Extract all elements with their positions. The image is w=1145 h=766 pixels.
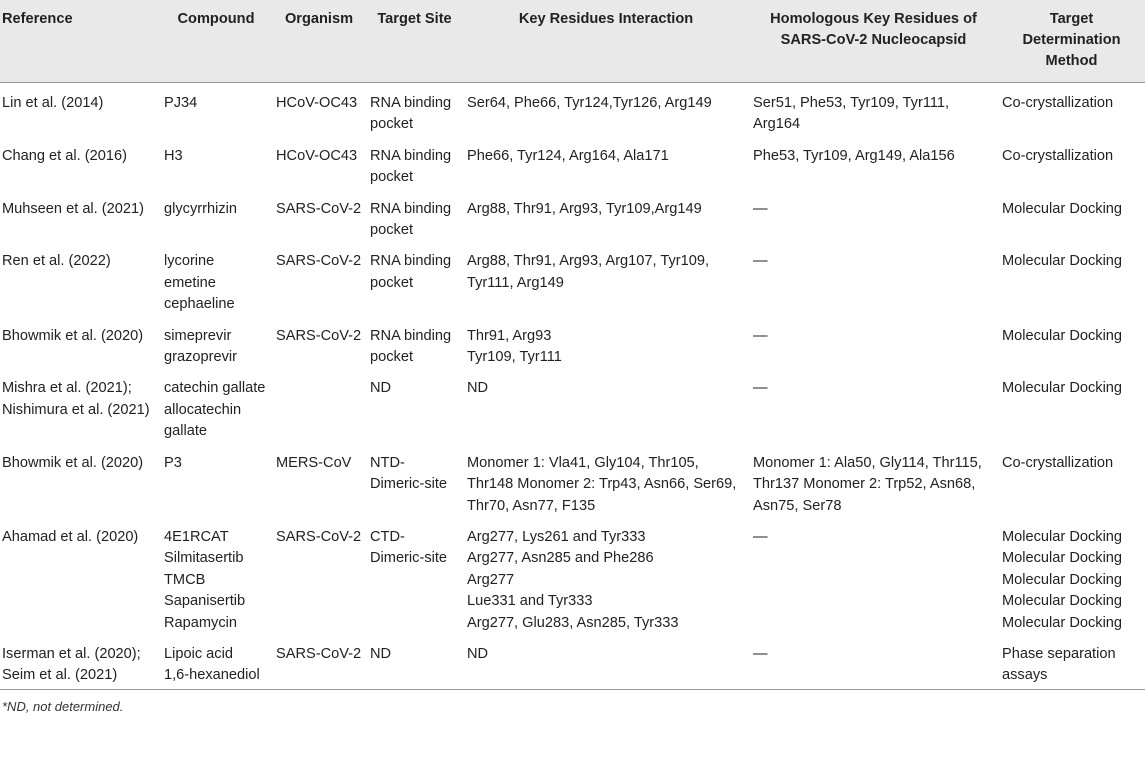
cell-line: emetine — [164, 274, 216, 291]
cell-line: SARS-CoV-2 — [276, 645, 362, 662]
cell-compound — [160, 136, 272, 189]
cell-compound — [160, 189, 272, 242]
table-row — [0, 316, 1145, 369]
cell-line: lycorine — [164, 253, 215, 270]
cell-line: Monomer 1: Ala50, Gly114, Thr115, Thr137 Monomer 2: Trp52, Asn68, Asn75, Ser78 — [753, 454, 982, 514]
cell-key-residues — [463, 634, 749, 689]
table-row — [0, 517, 1145, 634]
header-target-site: Target Site — [366, 0, 463, 83]
cell-key-residues — [463, 443, 749, 517]
cell-target-site — [366, 517, 463, 634]
cell-line: ND — [467, 645, 489, 662]
cell-line: Sapanisertib — [164, 593, 246, 610]
cell-reference — [0, 368, 160, 442]
cell-reference — [0, 136, 160, 189]
cell-line: Lipoic acid — [164, 645, 233, 662]
cell-line: catechin gallate — [164, 380, 266, 397]
cell-homologous-residues — [749, 368, 998, 442]
cell-reference — [0, 83, 160, 136]
cell-compound — [160, 634, 272, 689]
cell-line: Thr91, Arg93 — [467, 327, 552, 344]
cell-line: ND — [467, 380, 489, 397]
cell-line: Bhowmik et al. (2020) — [2, 454, 144, 471]
cell-line: Co-crystallization — [1002, 147, 1114, 164]
table-row — [0, 189, 1145, 242]
cell-line: Rapamycin — [164, 614, 237, 631]
cell-reference — [0, 316, 160, 369]
cell-key-residues — [463, 241, 749, 315]
cell-method — [998, 634, 1145, 689]
cell-line: — — [753, 528, 768, 545]
cell-compound — [160, 368, 272, 442]
cell-line: — — [753, 645, 768, 662]
cell-homologous-residues — [749, 241, 998, 315]
cell-reference — [0, 241, 160, 315]
cell-line: Phase separation assays — [1002, 645, 1116, 684]
cell-key-residues — [463, 517, 749, 634]
cell-key-residues — [463, 368, 749, 442]
cell-line: Arg277, Asn285 and Phe286 — [467, 550, 654, 567]
cell-target-site — [366, 368, 463, 442]
table-row — [0, 136, 1145, 189]
cell-line: SARS-CoV-2 — [276, 200, 362, 217]
cell-line: Mishra et al. (2021); Nishimura et al. (2021) — [2, 380, 150, 418]
cell-compound — [160, 241, 272, 315]
cell-reference — [0, 189, 160, 242]
cell-line: TMCB — [164, 571, 206, 588]
cell-line: H3 — [164, 147, 183, 164]
cell-target-site — [366, 136, 463, 189]
cell-key-residues — [463, 83, 749, 136]
cell-line: RNA binding pocket — [370, 147, 452, 186]
cell-line: Arg277 — [467, 571, 515, 588]
cell-organism — [272, 634, 366, 689]
cell-line: MERS-CoV — [276, 454, 352, 471]
cell-line: RNA binding pocket — [370, 95, 452, 133]
cell-method — [998, 189, 1145, 242]
cell-line: RNA binding pocket — [370, 327, 452, 366]
cell-line: ND — [370, 380, 392, 397]
cell-line: grazoprevir — [164, 349, 237, 366]
cell-line: HCoV-OC43 — [276, 95, 358, 111]
cell-line: simeprevir — [164, 327, 232, 344]
cell-line: Lin et al. (2014) — [2, 95, 104, 111]
cell-line: P3 — [164, 454, 182, 471]
cell-homologous-residues — [749, 634, 998, 689]
cell-homologous-residues — [749, 83, 998, 136]
cell-method — [998, 517, 1145, 634]
cell-homologous-residues — [749, 443, 998, 517]
cell-line: Arg88, Thr91, Arg93, Arg107, Tyr109, Tyr111, Arg149 — [467, 253, 710, 291]
cell-target-site — [366, 443, 463, 517]
cell-line: Molecular Docking — [1002, 380, 1123, 397]
cell-line: — — [753, 253, 768, 270]
cell-line: Molecular Docking — [1002, 200, 1123, 217]
cell-line: Ser51, Phe53, Tyr109, Tyr111, Arg164 — [753, 95, 950, 133]
cell-line: Arg277, Glu283, Asn285, Tyr333 — [467, 614, 679, 631]
cell-method — [998, 368, 1145, 442]
cell-homologous-residues — [749, 136, 998, 189]
cell-line: Bhowmik et al. (2020) — [2, 327, 144, 344]
cell-line: Arg88, Thr91, Arg93, Tyr109,Arg149 — [467, 200, 702, 217]
cell-compound — [160, 83, 272, 136]
cell-target-site — [366, 316, 463, 369]
cell-key-residues — [463, 189, 749, 242]
table-row — [0, 634, 1145, 689]
cell-line: Silmitasertib — [164, 550, 244, 567]
cell-reference — [0, 634, 160, 689]
cell-target-site — [366, 634, 463, 689]
cell-line: allocatechin gallate — [164, 401, 242, 440]
cell-reference — [0, 443, 160, 517]
cell-line: Ser64, Phe66, Tyr124,Tyr126, Arg149 — [467, 95, 712, 111]
cell-line: Lue331 and Tyr333 — [467, 593, 593, 610]
table-row — [0, 443, 1145, 517]
cell-compound — [160, 443, 272, 517]
cell-line: Phe53, Tyr109, Arg149, Ala156 — [753, 147, 955, 164]
cell-line: 1,6-hexanediol — [164, 667, 260, 684]
cell-compound — [160, 517, 272, 634]
table-row — [0, 241, 1145, 315]
cell-organism — [272, 368, 366, 442]
cell-line: Co-crystallization — [1002, 95, 1114, 111]
cell-line: Molecular Docking — [1002, 593, 1123, 610]
cell-line: SARS-CoV-2 — [276, 528, 362, 545]
cell-key-residues — [463, 316, 749, 369]
cell-organism — [272, 241, 366, 315]
cell-line: Monomer 1: Vla41, Gly104, Thr105, Thr148 Monomer 2: Trp43, Asn66, Ser69, Thr70, Asn77, F135 — [467, 454, 737, 514]
cell-target-site — [366, 189, 463, 242]
cell-line: Phe66, Tyr124, Arg164, Ala171 — [467, 147, 669, 164]
cell-method — [998, 136, 1145, 189]
cell-line: Molecular Docking — [1002, 614, 1123, 631]
cell-line: RNA binding pocket — [370, 200, 452, 239]
header-compound: Compound — [160, 0, 272, 83]
cell-homologous-residues — [749, 517, 998, 634]
cell-line: Ren et al. (2022) — [2, 253, 111, 270]
header-homologous-residues: Homologous Key Residues of SARS-CoV-2 Nucleocapsid — [749, 0, 998, 83]
cell-homologous-residues — [749, 189, 998, 242]
table-body — [0, 83, 1145, 689]
cell-line: Molecular Docking — [1002, 571, 1123, 588]
cell-line: Tyr109, Tyr111 — [467, 349, 562, 366]
cell-line: SARS-CoV-2 — [276, 327, 362, 344]
cell-organism — [272, 443, 366, 517]
cell-line: NTD-Dimeric-site — [370, 454, 448, 493]
header-key-residues: Key Residues Interaction — [463, 0, 749, 83]
cell-organism — [272, 189, 366, 242]
cell-method — [998, 316, 1145, 369]
cell-line: Arg277, Lys261 and Tyr333 — [467, 528, 646, 545]
header-method: Target Determination Method — [998, 0, 1145, 83]
cell-homologous-residues — [749, 316, 998, 369]
cell-line: Molecular Docking — [1002, 253, 1123, 270]
table-row — [0, 83, 1145, 136]
cell-line: glycyrrhizin — [164, 200, 237, 217]
cell-compound — [160, 316, 272, 369]
cell-target-site — [366, 241, 463, 315]
cell-method — [998, 443, 1145, 517]
cell-line: Molecular Docking — [1002, 550, 1123, 567]
cell-line: Molecular Docking — [1002, 528, 1123, 545]
cell-organism — [272, 316, 366, 369]
cell-reference — [0, 517, 160, 634]
header-row — [0, 0, 1145, 83]
cell-line: — — [753, 380, 768, 397]
cell-line: ND — [370, 645, 392, 662]
cell-line: — — [753, 327, 768, 344]
cell-line: Ahamad et al. (2020) — [2, 528, 139, 545]
cell-line: Molecular Docking — [1002, 327, 1123, 344]
cell-organism — [272, 517, 366, 634]
cell-target-site — [366, 83, 463, 136]
header-organism: Organism — [272, 0, 366, 83]
cell-line: Chang et al. (2016) — [2, 147, 127, 164]
cell-line: 4E1RCAT — [164, 528, 229, 545]
cell-line: Iserman et al. (2020); Seim et al. (2021) — [2, 645, 141, 684]
header-reference: Reference — [0, 0, 160, 83]
table-footnote: *ND, not determined. — [2, 698, 124, 714]
cell-line: cephaeline — [164, 296, 235, 313]
cell-line: Co-crystallization — [1002, 454, 1114, 471]
cell-line: PJ34 — [164, 95, 198, 111]
cell-line: — — [753, 200, 768, 217]
cell-line: Muhseen et al. (2021) — [2, 200, 144, 217]
table-row — [0, 368, 1145, 442]
cell-organism — [272, 83, 366, 136]
cell-line: CTD-Dimeric-site — [370, 528, 448, 567]
cell-method — [998, 241, 1145, 315]
cell-method — [998, 83, 1145, 136]
cell-key-residues — [463, 136, 749, 189]
cell-line: RNA binding pocket — [370, 253, 452, 291]
cell-line: SARS-CoV-2 — [276, 253, 362, 270]
cell-line: HCoV-OC43 — [276, 147, 358, 164]
cell-organism — [272, 136, 366, 189]
